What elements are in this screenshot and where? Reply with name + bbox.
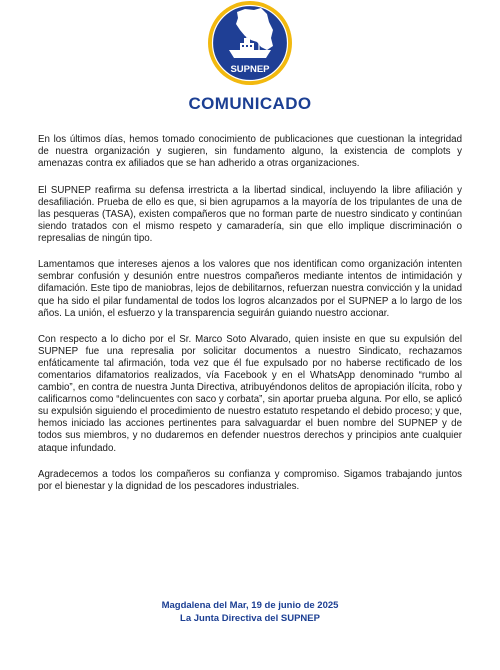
paragraph: Con respecto a lo dicho por el Sr. Marco Soto Alvarado, quien insiste en que su expulsión del SUPNEP fue una represalia por solicitar documentos a nuestro Sindicato, rechazamos enfáticamente tal afirmación, toda vez que él fue expulsado por no haberse rectificado de los comentarios difamatorios realizados, vía Facebook y en el WhatsApp denominado “rumbo al cambio”, en contra de nuestra Junta Directiva, atribuyéndonos delitos de apropiación ilícita, robo y calificarnos como “delincuentes con saco y corbata”, sin aportar prueba alguna. Por ello, se aplicó su expulsión siguiendo el procedimiento de nuestro estatuto respetando el debido proceso; y que, hemos iniciado las acciones pertinentes para salvaguardar el buen nombre del SUPNEP y de todos sus miembros, y no dudaremos en defender nuestros derechos y principios ante cualquier ataque infundado. xyxy=(38,334,462,454)
supnep-logo-icon xyxy=(207,0,293,86)
paragraph: En los últimos días, hemos tomado conocimiento de publicaciones que cuestionan la integridad de nuestra organización y sugieren, sin fundamento alguno, la existencia de complots y amenazas contra ex afiliados que se han adherido a otras organizaciones. xyxy=(38,134,462,170)
paragraph: Lamentamos que intereses ajenos a los valores que nos identifican como organización intenten sembrar confusión y desunión entre nuestros compañeros mediante intentos de intimidación y difamación. Este tipo de maniobras, lejos de debilitarnos, refuerzan nuestra convicción y la unidad que ha sido el pilar fundamental de todos los logros alcanzados por el SUPNEP a lo largo de los años. La unión, el esfuerzo y la transparencia seguirán guiando nuestro accionar. xyxy=(38,259,462,319)
logo-text: SUPNEP xyxy=(230,64,270,75)
paragraph: Agradecemos a todos los compañeros su confianza y compromiso. Sigamos trabajando juntos por el bienestar y la dignidad de los pescadores industriales. xyxy=(38,469,462,493)
paragraph: El SUPNEP reafirma su defensa irrestricta a la libertad sindical, incluyendo la libre afiliación y desafiliación. Prueba de ello es que, si bien agrupamos a la mayoría de los tripulantes de una de las pesqueras (TASA), existen compañeros que no forman parte de nuestro sindicato y continúan siendo tratados con el mismo respeto y camaradería, sin que ello implique discriminación o represalias de ningún tipo. xyxy=(38,184,462,244)
page-title: COMUNICADO xyxy=(188,94,312,113)
signature-block xyxy=(0,600,500,625)
supnep-logo xyxy=(207,0,293,86)
signature-signer: La Junta Directiva del SUPNEP xyxy=(180,612,320,624)
signature-place-date: Magdalena del Mar, 19 de junio de 2025 xyxy=(161,600,339,611)
document-body xyxy=(38,134,462,508)
